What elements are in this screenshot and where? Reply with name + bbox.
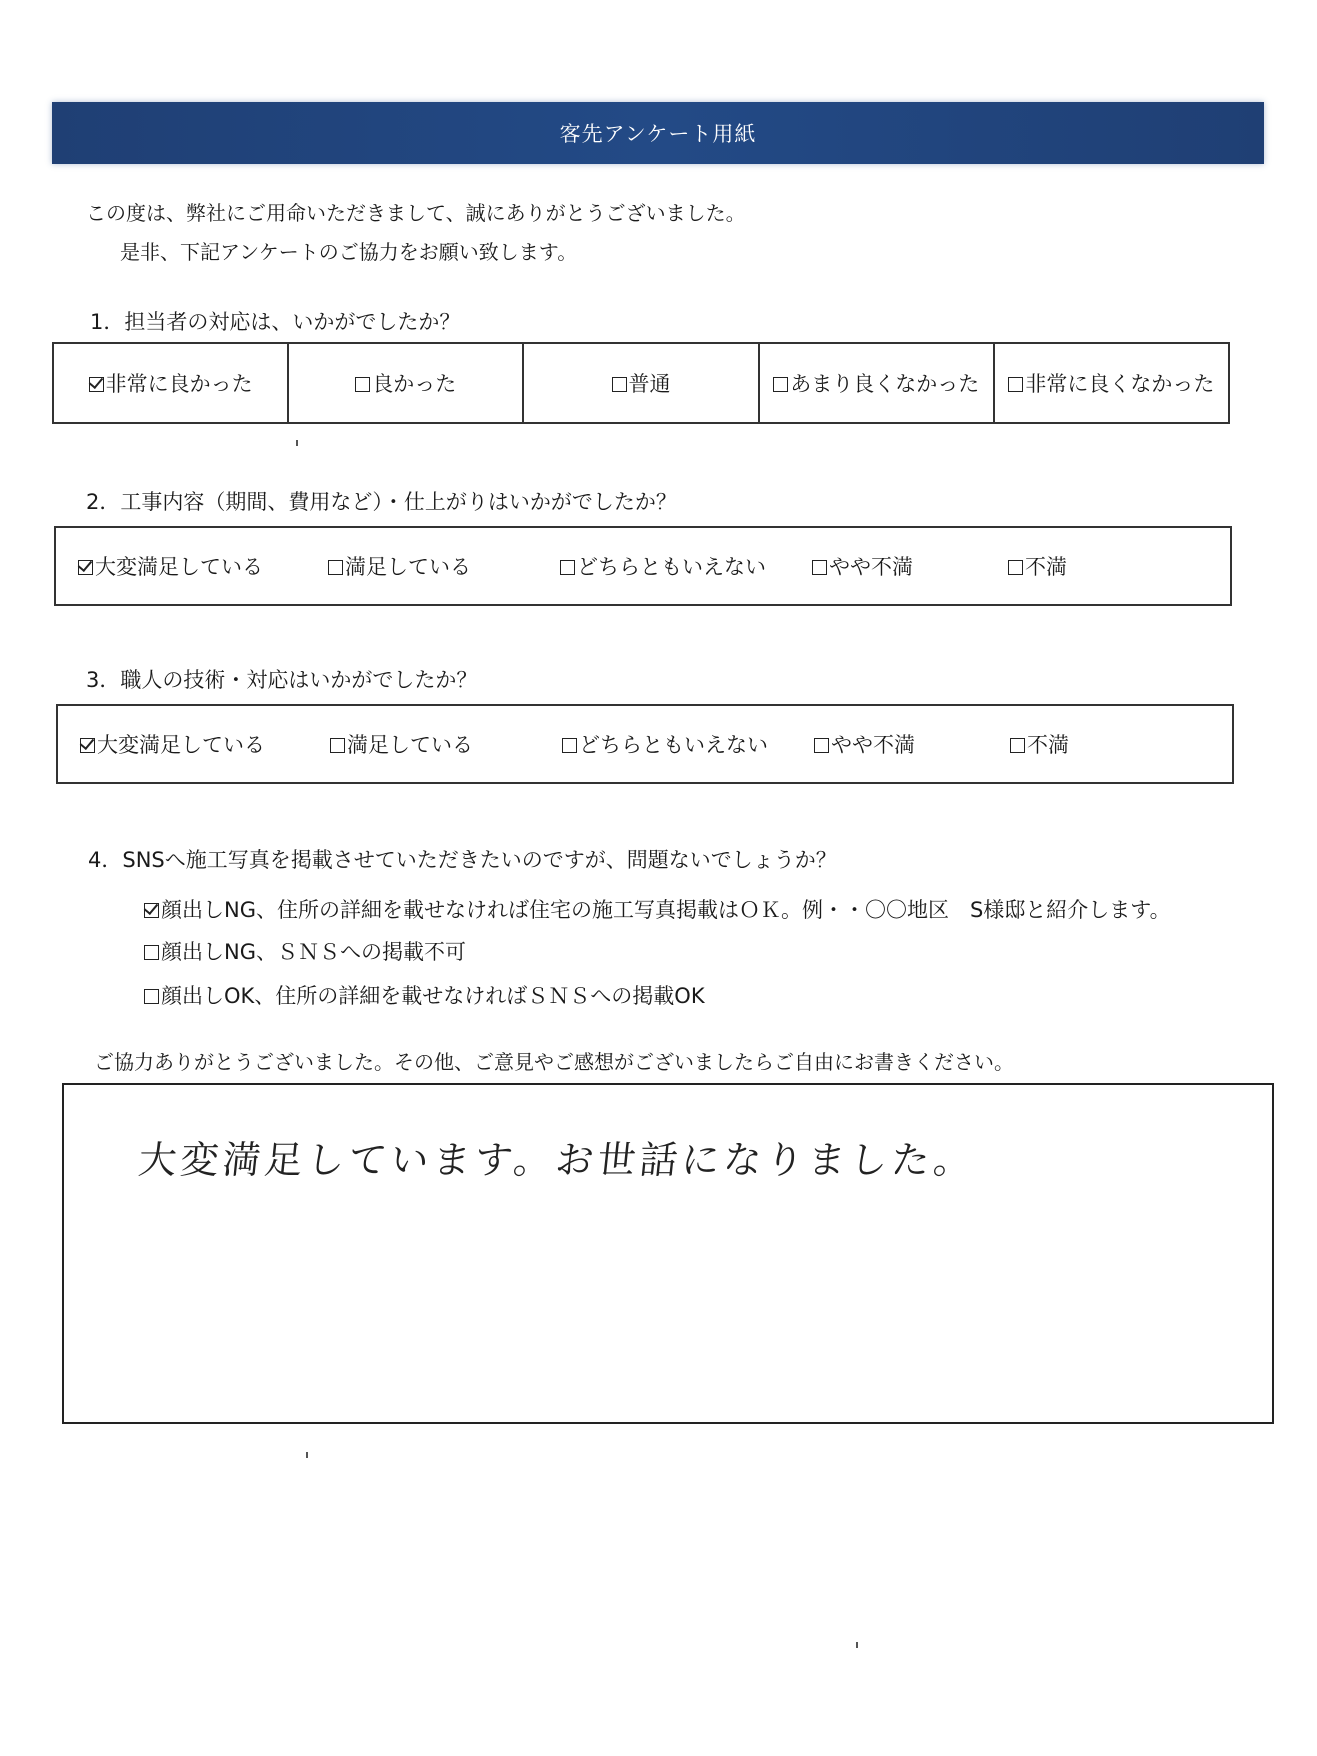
q3-option-somewhat-dissatisfied[interactable]	[814, 729, 915, 759]
scan-speck	[856, 1642, 858, 1648]
checkbox-icon[interactable]	[612, 377, 627, 392]
q4-option-face-ok-post-ok[interactable]	[144, 980, 705, 1010]
question-1-options	[52, 342, 1230, 424]
q1-option-label: 非常に良くなかった	[1025, 372, 1215, 396]
form-title: 客先アンケート用紙	[559, 122, 757, 146]
q2-option-label: どちらともいえない	[577, 555, 766, 579]
q2-option-satisfied[interactable]	[328, 551, 471, 581]
checkbox-icon[interactable]	[1010, 738, 1025, 753]
q1-option-label: 普通	[628, 372, 671, 396]
q2-option-label: 不満	[1025, 555, 1067, 579]
q1-option-very-bad[interactable]	[995, 344, 1228, 422]
checkbox-icon[interactable]	[1008, 560, 1023, 575]
question-2-title: 2．工事内容（期間、費用など）・仕上がりはいかがでしたか？	[86, 490, 677, 514]
checkbox-icon[interactable]	[562, 738, 577, 753]
checkbox-checked-icon[interactable]	[80, 738, 95, 753]
q3-option-dissatisfied[interactable]	[1010, 729, 1069, 759]
q4-option-face-ng-post-ng[interactable]	[144, 936, 466, 966]
q4-option-label: 顔出しNG、ＳＮＳへの掲載不可	[161, 940, 466, 964]
q1-option-label: 良かった	[372, 372, 457, 396]
checkbox-icon[interactable]	[355, 377, 370, 392]
q1-option-good[interactable]	[289, 344, 524, 422]
q1-option-label: あまり良くなかった	[790, 372, 980, 396]
question-1-title: 1．担当者の対応は、いかがでしたか？	[90, 310, 461, 334]
q2-option-neutral[interactable]	[560, 551, 766, 581]
question-4-title: 4．SNSへ施工写真を掲載させていただきたいのですが、問題ないでしょうか？	[88, 848, 837, 872]
scan-speck	[296, 440, 298, 446]
q4-option-face-ng-post-ok[interactable]	[144, 894, 1171, 924]
checkbox-icon[interactable]	[330, 738, 345, 753]
q1-option-average[interactable]	[524, 344, 759, 422]
scan-speck	[306, 1452, 308, 1458]
checkbox-checked-icon[interactable]	[89, 377, 104, 392]
comments-box[interactable]	[62, 1083, 1274, 1424]
intro-line-1: この度は、弊社にご用命いただきまして、誠にありがとうございました。	[86, 201, 746, 225]
q3-option-label: 不満	[1027, 733, 1069, 757]
question-3-options	[56, 704, 1234, 784]
q2-option-label: 満足している	[345, 555, 471, 579]
checkbox-icon[interactable]	[814, 738, 829, 753]
checkbox-checked-icon[interactable]	[144, 903, 159, 918]
question-2-options	[54, 526, 1232, 606]
q3-option-label: やや不満	[831, 733, 915, 757]
q3-option-very-satisfied[interactable]	[80, 729, 265, 759]
intro-line-2: 是非、下記アンケートのご協力をお願い致します。	[120, 240, 578, 264]
checkbox-icon[interactable]	[328, 560, 343, 575]
q1-option-very-good[interactable]	[54, 344, 289, 422]
q4-option-label: 顔出しNG、住所の詳細を載せなければ住宅の施工写真掲載はＯＫ。例・・〇〇地区 S様邸と紹介します。	[161, 898, 1171, 922]
q2-option-dissatisfied[interactable]	[1008, 551, 1067, 581]
q3-option-neutral[interactable]	[562, 729, 768, 759]
q1-option-not-very-good[interactable]	[760, 344, 995, 422]
checkbox-icon[interactable]	[1008, 377, 1023, 392]
q2-option-label: やや不満	[829, 555, 913, 579]
q2-option-very-satisfied[interactable]	[78, 551, 263, 581]
q3-option-label: 大変満足している	[97, 733, 265, 757]
checkbox-icon[interactable]	[773, 377, 788, 392]
checkbox-icon[interactable]	[560, 560, 575, 575]
q3-option-label: どちらともいえない	[579, 733, 768, 757]
q2-option-somewhat-dissatisfied[interactable]	[812, 551, 913, 581]
q1-option-label: 非常に良かった	[105, 372, 253, 396]
q2-option-label: 大変満足している	[95, 555, 263, 579]
comments-lead: ご協力ありがとうございました。その他、ご意見やご感想がございましたらご自由にお書きください。	[94, 1050, 1014, 1074]
handwritten-comment: 大変満足しています。お世話になりました。	[136, 1138, 978, 1182]
question-3-title: 3．職人の技術・対応はいかがでしたか？	[86, 668, 478, 692]
checkbox-icon[interactable]	[812, 560, 827, 575]
checkbox-icon[interactable]	[144, 989, 159, 1004]
checkbox-icon[interactable]	[144, 945, 159, 960]
q4-option-label: 顔出しOK、住所の詳細を載せなければＳＮＳへの掲載OK	[161, 984, 705, 1008]
header-bar	[52, 102, 1264, 164]
checkbox-checked-icon[interactable]	[78, 560, 93, 575]
q3-option-satisfied[interactable]	[330, 729, 473, 759]
q3-option-label: 満足している	[347, 733, 473, 757]
